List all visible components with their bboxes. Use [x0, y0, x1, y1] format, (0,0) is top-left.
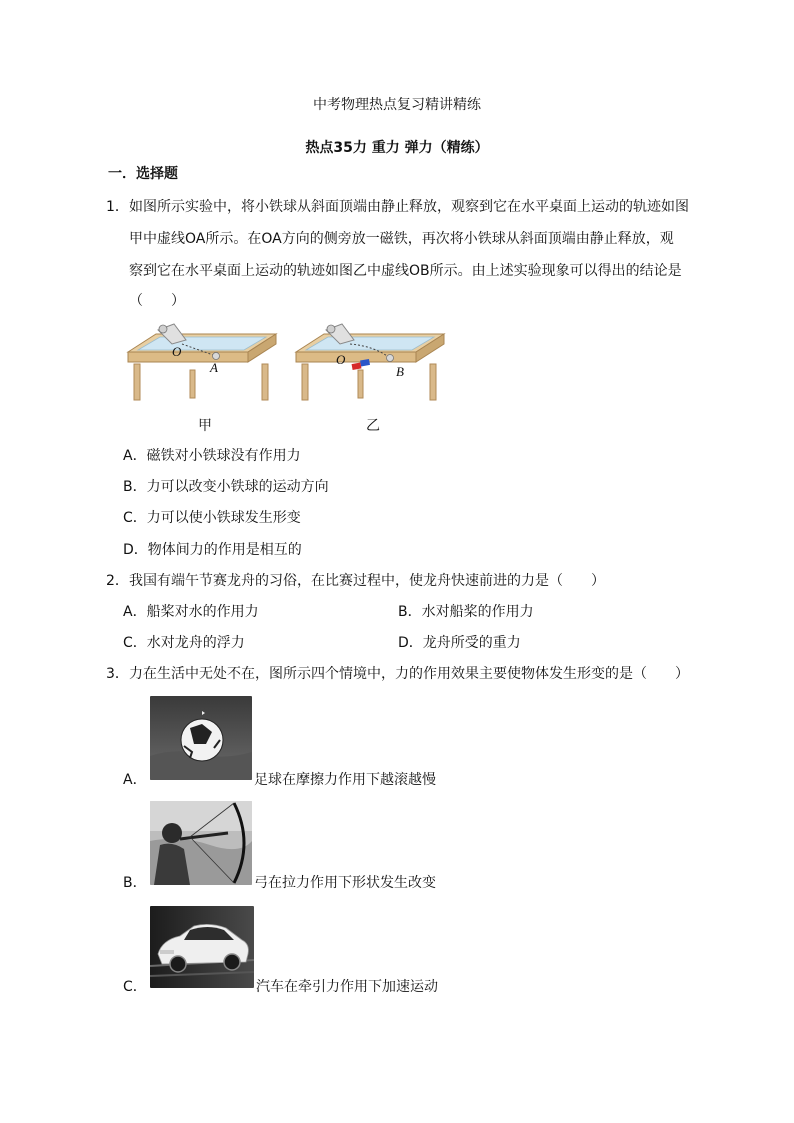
question-text-line: 甲中虚线OA所示。在OA方向的侧旁放一磁铁，再次将小铁球从斜面顶端由静止释放，观 [129, 231, 674, 247]
soccer-ball-photo [150, 696, 252, 780]
option-d: D．龙舟所受的重力 [398, 635, 521, 651]
option-a: A．船桨对水的作用力 [123, 604, 259, 620]
option-letter: A． [123, 772, 147, 788]
point-label: B [396, 364, 404, 379]
option-c: C．水对龙舟的浮力 [123, 635, 245, 651]
figure-caption: 甲 [198, 418, 212, 434]
document-header: 中考物理热点复习精讲精练 [313, 97, 481, 113]
figure-yi-table [292, 322, 448, 404]
option-a: A．磁铁对小铁球没有作用力 [123, 448, 301, 464]
answer-bracket: （ ） [129, 293, 185, 309]
question-number: 1． [106, 199, 129, 215]
figure-caption: 乙 [366, 418, 380, 434]
figure-jia-table [124, 322, 280, 404]
option-d: D．物体间力的作用是相互的 [123, 542, 302, 558]
option-text: 弓在拉力作用下形状发生改变 [254, 875, 436, 891]
option-text: 汽车在牵引力作用下加速运动 [256, 979, 438, 995]
section-heading: 一．选择题 [108, 166, 178, 182]
point-label: O [336, 352, 346, 367]
question-text: 力在生活中无处不在，图所示四个情境中，力的作用效果主要使物体发生形变的是（ ） [129, 666, 689, 682]
option-c: C．力可以使小铁球发生形变 [123, 510, 301, 526]
question-number: 2． [106, 573, 129, 589]
option-letter: B． [123, 875, 147, 891]
question-text-line: 如图所示实验中，将小铁球从斜面顶端由静止释放，观察到它在水平桌面上运动的轨迹如图 [129, 199, 689, 215]
option-letter: C． [123, 979, 147, 995]
point-label: O [172, 344, 182, 359]
option-b: B．水对船桨的作用力 [398, 604, 534, 620]
point-label: A [210, 360, 218, 375]
option-text: 足球在摩擦力作用下越滚越慢 [254, 772, 436, 788]
archer-photo [150, 801, 252, 885]
option-b: B．力可以改变小铁球的运动方向 [123, 479, 329, 495]
section-title: 热点35力 重力 弹力（精练） [305, 140, 489, 156]
question-number: 3． [106, 666, 129, 682]
car-photo [150, 906, 254, 988]
question-text: 我国有端午节赛龙舟的习俗，在比赛过程中，使龙舟快速前进的力是（ ） [129, 573, 605, 589]
question-text-line: 察到它在水平桌面上运动的轨迹如图乙中虚线OB所示。由上述实验现象可以得出的结论是 [129, 263, 682, 279]
magnet-icon [352, 363, 362, 370]
